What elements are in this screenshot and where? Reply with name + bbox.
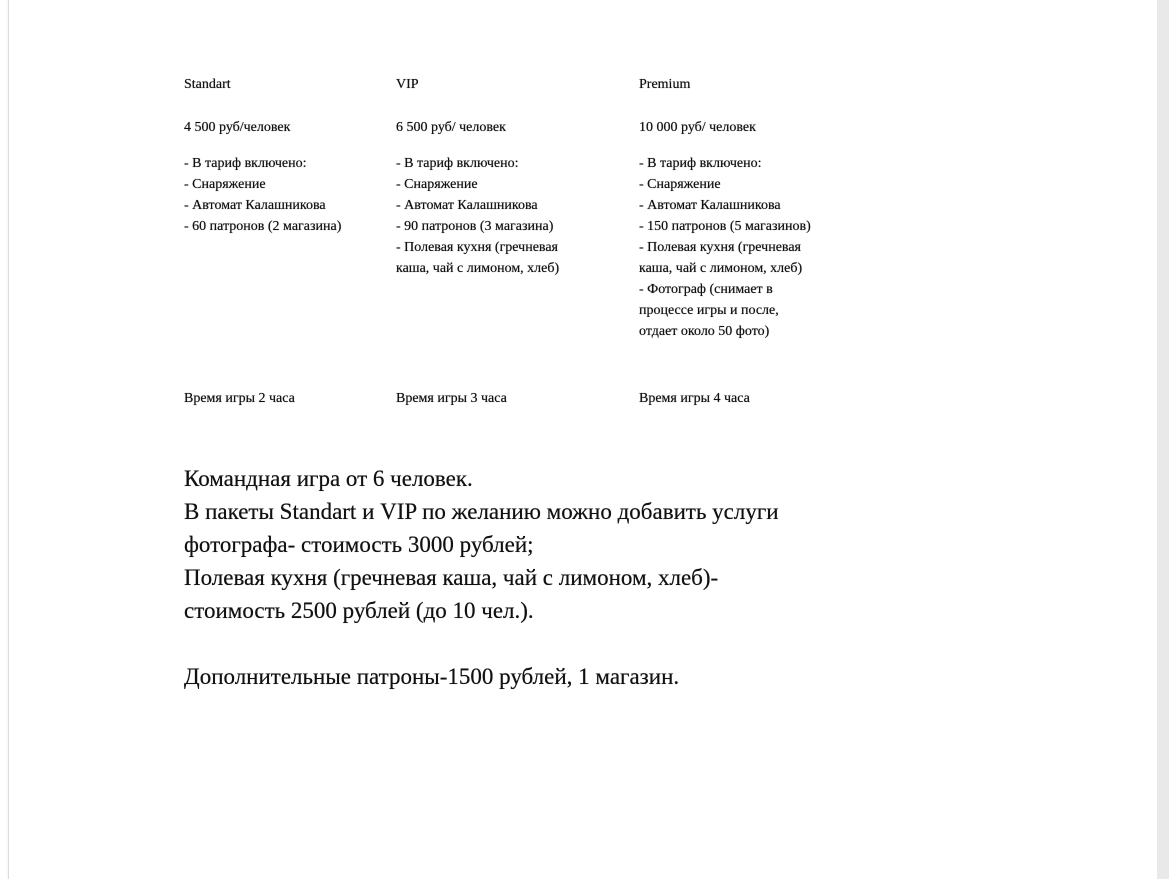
tariff-item: - В тариф включено: [184, 156, 307, 171]
note-line: Дополнительные патроны-1500 рублей, 1 магазин. [184, 664, 680, 689]
tariff-name: VIP [396, 77, 419, 92]
note-line: В пакеты Standart и VIP по желанию можно добавить услуги [184, 499, 779, 524]
tariff-name: Standart [184, 77, 231, 92]
tariff-items [184, 153, 384, 237]
tariff-item: - 150 патронов (5 магазинов) [639, 219, 811, 234]
tariff-item: - Снаряжение [639, 177, 721, 192]
tariff-item: - В тариф включено: [639, 156, 762, 171]
document-page [8, 0, 1158, 879]
tariff-item: - Полевая кухня (гречневая [639, 240, 801, 255]
tariff-item: отдает около 50 фото) [639, 324, 770, 339]
note-line: фотографа- стоимость 3000 рублей; [184, 532, 534, 557]
tariff-item: каша, чай с лимоном, хлеб) [396, 261, 560, 276]
notes-block [184, 462, 944, 693]
tariff-time: Время игры 2 часа [184, 391, 295, 406]
tariff-items [396, 153, 626, 279]
tariff-item: - Автомат Калашникова [184, 198, 326, 213]
tariff-standart [184, 74, 384, 406]
tariff-time: Время игры 4 часа [639, 391, 750, 406]
tariff-item: - 60 патронов (2 магазина) [184, 219, 342, 234]
tariff-item: - Снаряжение [396, 177, 478, 192]
tariff-name: Premium [639, 77, 691, 92]
tariff-price: 10 000 руб/ человек [639, 120, 756, 135]
page-edge [1157, 0, 1169, 879]
tariff-item: - Полевая кухня (гречневая [396, 240, 558, 255]
tariff-premium [639, 74, 899, 406]
tariff-item: - В тариф включено: [396, 156, 519, 171]
tariff-item: каша, чай с лимоном, хлеб) [639, 261, 803, 276]
tariff-item: - 90 патронов (3 магазина) [396, 219, 554, 234]
tariff-items [639, 153, 899, 342]
tariff-time: Время игры 3 часа [396, 391, 507, 406]
note-line: стоимость 2500 рублей (до 10 чел.). [184, 598, 534, 623]
note-line: Полевая кухня (гречневая каша, чай с лимоном, хлеб)- [184, 565, 719, 590]
tariff-item: - Снаряжение [184, 177, 266, 192]
note-line: Командная игра от 6 человек. [184, 466, 473, 491]
tariff-price: 4 500 руб/человек [184, 120, 291, 135]
tariff-price: 6 500 руб/ человек [396, 120, 506, 135]
tariff-item: - Фотограф (снимает в [639, 282, 773, 297]
tariff-item: - Автомат Калашникова [639, 198, 781, 213]
tariff-vip [396, 74, 626, 406]
spacer [184, 627, 944, 660]
tariff-item: процессе игры и после, [639, 303, 779, 318]
tariff-item: - Автомат Калашникова [396, 198, 538, 213]
